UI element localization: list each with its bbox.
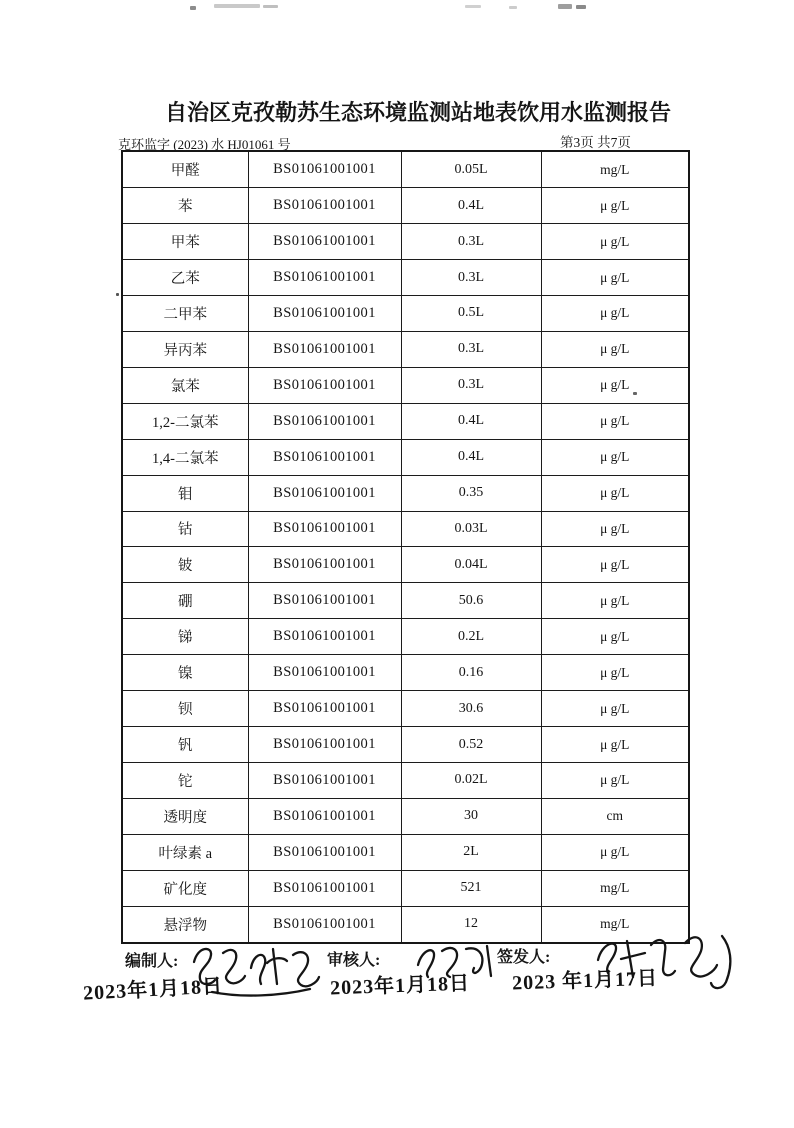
parameter-cell: 钡 (122, 691, 248, 727)
value-cell: 0.04L (401, 547, 541, 583)
results-table (121, 150, 690, 944)
value-cell: 50.6 (401, 583, 541, 619)
document-number: 克环监字 (2023) 水 HJ01061 号 (118, 137, 291, 152)
value-cell: 0.5L (401, 296, 541, 332)
sample-id-cell: BS01061001001 (248, 834, 401, 870)
parameter-cell: 硼 (122, 583, 248, 619)
unit-cell: μ g/L (541, 834, 689, 870)
unit-cell: cm (541, 798, 689, 834)
table-row (122, 475, 689, 511)
value-cell: 0.16 (401, 655, 541, 691)
unit-cell: μ g/L (541, 475, 689, 511)
unit-cell: μ g/L (541, 762, 689, 798)
issuer-date: 2023 年1月17日 (511, 967, 659, 995)
parameter-cell: 钒 (122, 727, 248, 763)
parameter-cell: 苯 (122, 188, 248, 224)
preparer-date: 2023年1月18日 (82, 975, 224, 1005)
sample-id-cell: BS01061001001 (248, 260, 401, 296)
table-row (122, 511, 689, 547)
parameter-cell: 叶绿素 a (122, 834, 248, 870)
sample-id-cell: BS01061001001 (248, 906, 401, 943)
sample-id-cell: BS01061001001 (248, 188, 401, 224)
sample-id-cell: BS01061001001 (248, 798, 401, 834)
value-cell: 0.02L (401, 762, 541, 798)
value-cell: 521 (401, 870, 541, 906)
value-cell: 0.4L (401, 403, 541, 439)
value-cell: 0.3L (401, 224, 541, 260)
table-row (122, 260, 689, 296)
unit-cell: μ g/L (541, 439, 689, 475)
sample-id-cell: BS01061001001 (248, 727, 401, 763)
parameter-cell: 甲醛 (122, 151, 248, 188)
unit-cell: mg/L (541, 151, 689, 188)
table-row (122, 403, 689, 439)
preparer-label: 编制人: (125, 953, 179, 970)
scan-artifact (465, 5, 481, 8)
value-cell: 0.2L (401, 619, 541, 655)
table-row (122, 583, 689, 619)
table-row (122, 762, 689, 798)
scan-artifact (263, 5, 278, 8)
value-cell: 2L (401, 834, 541, 870)
unit-cell: μ g/L (541, 224, 689, 260)
table-row (122, 439, 689, 475)
reviewer-label: 审核人: (327, 952, 381, 969)
table-row (122, 834, 689, 870)
sample-id-cell: BS01061001001 (248, 583, 401, 619)
scan-artifact (576, 5, 586, 9)
table-row (122, 188, 689, 224)
table-row (122, 727, 689, 763)
reviewer-date: 2023年1月18日 (329, 972, 471, 1000)
page-indicator: 第3页 共7页 (560, 135, 631, 150)
sample-id-cell: BS01061001001 (248, 403, 401, 439)
table-row (122, 691, 689, 727)
unit-cell: μ g/L (541, 367, 689, 403)
sample-id-cell: BS01061001001 (248, 331, 401, 367)
parameter-cell: 1,4-二氯苯 (122, 439, 248, 475)
parameter-cell: 镍 (122, 655, 248, 691)
unit-cell: μ g/L (541, 260, 689, 296)
parameter-cell: 1,2-二氯苯 (122, 403, 248, 439)
value-cell: 12 (401, 906, 541, 943)
value-cell: 0.35 (401, 475, 541, 511)
parameter-cell: 钴 (122, 511, 248, 547)
parameter-cell: 铍 (122, 547, 248, 583)
table-row (122, 547, 689, 583)
scan-artifact (214, 4, 260, 8)
results-table-body (122, 151, 689, 943)
table-row (122, 870, 689, 906)
parameter-cell: 铊 (122, 762, 248, 798)
value-cell: 0.4L (401, 188, 541, 224)
parameter-cell: 甲苯 (122, 224, 248, 260)
value-cell: 30 (401, 798, 541, 834)
issuer-label: 签发人: (497, 949, 551, 966)
value-cell: 0.4L (401, 439, 541, 475)
parameter-cell: 悬浮物 (122, 906, 248, 943)
sample-id-cell: BS01061001001 (248, 762, 401, 798)
parameter-cell: 矿化度 (122, 870, 248, 906)
sample-id-cell: BS01061001001 (248, 619, 401, 655)
scan-artifact (116, 293, 119, 296)
scan-artifact (509, 6, 517, 9)
unit-cell: μ g/L (541, 331, 689, 367)
unit-cell: μ g/L (541, 403, 689, 439)
sample-id-cell: BS01061001001 (248, 511, 401, 547)
parameter-cell: 钼 (122, 475, 248, 511)
value-cell: 0.3L (401, 331, 541, 367)
table-row (122, 331, 689, 367)
sample-id-cell: BS01061001001 (248, 547, 401, 583)
sample-id-cell: BS01061001001 (248, 367, 401, 403)
unit-cell: μ g/L (541, 188, 689, 224)
sample-id-cell: BS01061001001 (248, 691, 401, 727)
unit-cell: μ g/L (541, 727, 689, 763)
table-row (122, 151, 689, 188)
sample-id-cell: BS01061001001 (248, 296, 401, 332)
page-title: 自治区克孜勒苏生态环境监测站地表饮用水监测报告 (164, 100, 671, 125)
value-cell: 30.6 (401, 691, 541, 727)
unit-cell: μ g/L (541, 547, 689, 583)
value-cell: 0.3L (401, 367, 541, 403)
scan-artifact (558, 4, 572, 9)
unit-cell: μ g/L (541, 655, 689, 691)
parameter-cell: 乙苯 (122, 260, 248, 296)
sample-id-cell: BS01061001001 (248, 655, 401, 691)
sample-id-cell: BS01061001001 (248, 224, 401, 260)
table-row (122, 224, 689, 260)
table-row (122, 798, 689, 834)
sample-id-cell: BS01061001001 (248, 151, 401, 188)
table-row (122, 367, 689, 403)
value-cell: 0.03L (401, 511, 541, 547)
table-row (122, 655, 689, 691)
parameter-cell: 二甲苯 (122, 296, 248, 332)
unit-cell: μ g/L (541, 296, 689, 332)
unit-cell: μ g/L (541, 691, 689, 727)
unit-cell: mg/L (541, 906, 689, 943)
unit-cell: mg/L (541, 870, 689, 906)
sample-id-cell: BS01061001001 (248, 439, 401, 475)
scan-artifact (190, 6, 196, 10)
sample-id-cell: BS01061001001 (248, 475, 401, 511)
table-row (122, 619, 689, 655)
parameter-cell: 锑 (122, 619, 248, 655)
value-cell: 0.52 (401, 727, 541, 763)
unit-cell: μ g/L (541, 511, 689, 547)
parameter-cell: 透明度 (122, 798, 248, 834)
value-cell: 0.3L (401, 260, 541, 296)
unit-cell: μ g/L (541, 583, 689, 619)
unit-cell: μ g/L (541, 619, 689, 655)
sample-id-cell: BS01061001001 (248, 870, 401, 906)
table-row (122, 296, 689, 332)
parameter-cell: 异丙苯 (122, 331, 248, 367)
parameter-cell: 氯苯 (122, 367, 248, 403)
value-cell: 0.05L (401, 151, 541, 188)
